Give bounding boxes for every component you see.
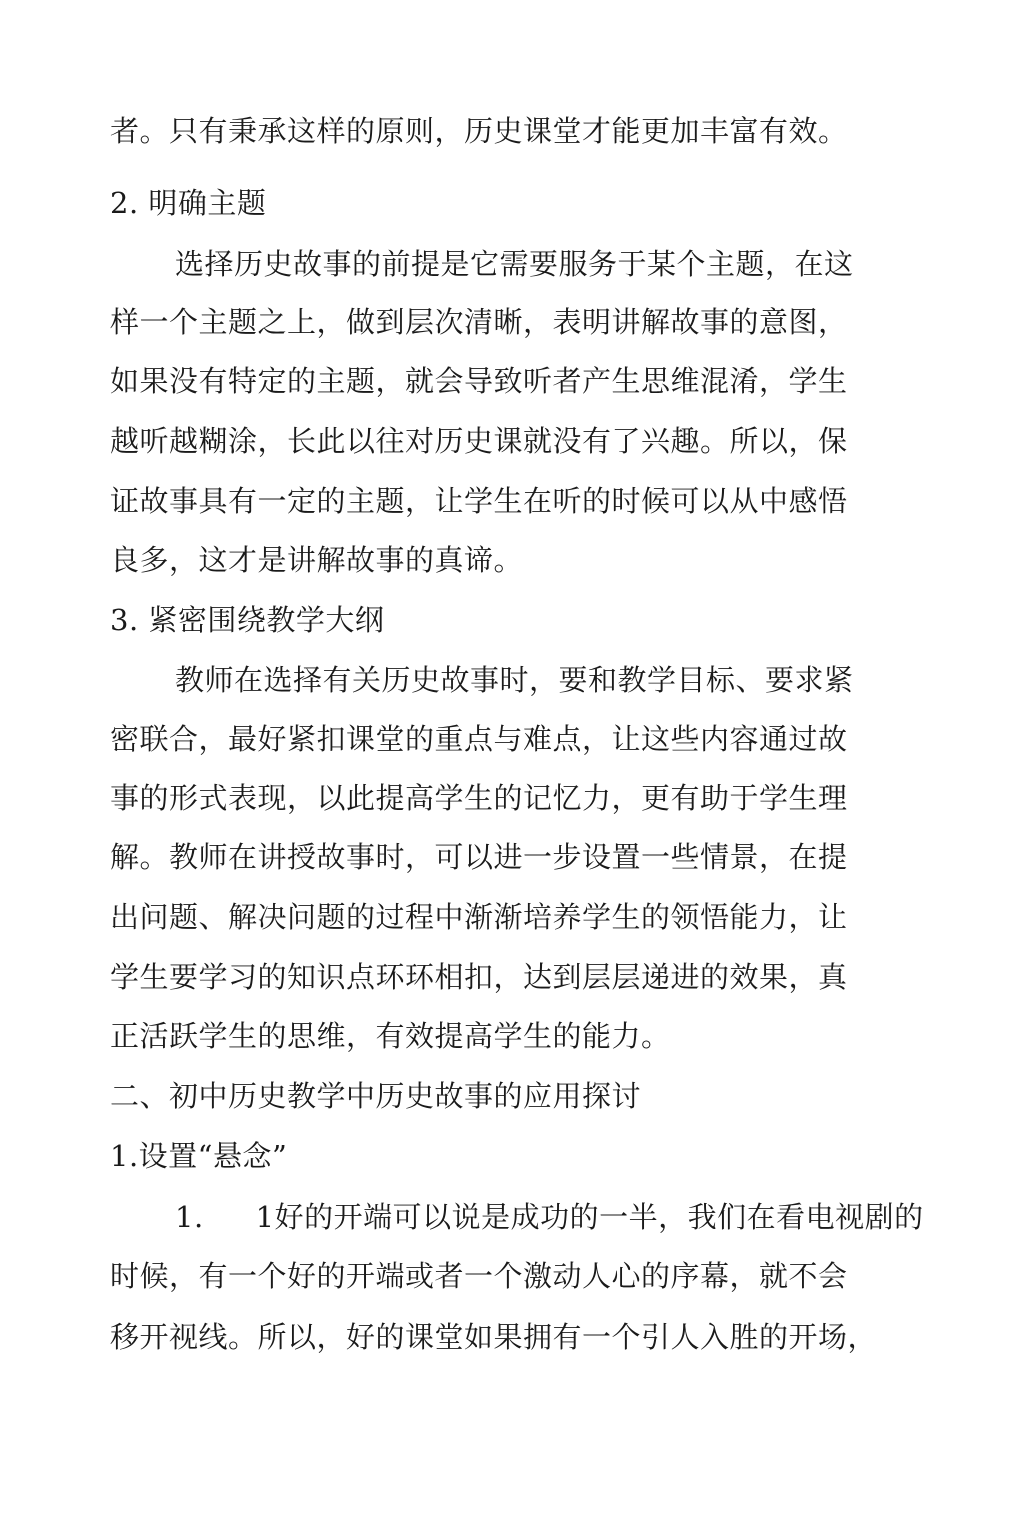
subsection-heading: 1.设置“悬念” [110, 1139, 288, 1173]
paragraph-line: 正活跃学生的思维，有效提高学生的能力。 [110, 1019, 671, 1053]
paragraph-line: 良多，这才是讲解故事的真谛。 [110, 543, 524, 577]
list-marker: 1. [175, 1200, 204, 1234]
paragraph-line: 事的形式表现，以此提高学生的记忆力，更有助于学生理 [110, 781, 848, 815]
paragraph-line: 时候，有一个好的开端或者一个激动人心的序幕，就不会 [110, 1259, 848, 1293]
list-item-text: 1好的开端可以说是成功的一半，我们在看电视剧的 [255, 1200, 924, 1234]
paragraph-line: 学生要学习的知识点环环相扣，达到层层递进的效果，真 [110, 960, 848, 994]
section-heading: 二、初中历史教学中历史故事的应用探讨 [110, 1079, 642, 1113]
paragraph-line: 解。教师在讲授故事时，可以进一步设置一些情景，在提 [110, 840, 848, 874]
paragraph-line: 如果没有特定的主题，就会导致听者产生思维混淆，学生 [110, 364, 848, 398]
paragraph-line: 教师在选择有关历史故事时，要和教学目标、要求紧 [175, 663, 854, 697]
paragraph-line: 移开视线。所以，好的课堂如果拥有一个引人入胜的开场， [110, 1320, 878, 1354]
numbered-paragraph-line [175, 1197, 924, 1237]
section-heading: 2. 明确主题 [110, 186, 267, 220]
paragraph-line: 样一个主题之上，做到层次清晰，表明讲解故事的意图， [110, 305, 848, 339]
paragraph-line: 越听越糊涂，长此以往对历史课就没有了兴趣。所以，保 [110, 424, 848, 458]
paragraph-line: 证故事具有一定的主题，让学生在听的时候可以从中感悟 [110, 484, 848, 518]
paragraph-line: 出问题、解决问题的过程中渐渐培养学生的领悟能力，让 [110, 900, 848, 934]
section-heading: 3. 紧密围绕教学大纲 [110, 603, 385, 637]
paragraph-line: 选择历史故事的前提是它需要服务于某个主题，在这 [175, 247, 854, 281]
paragraph-line: 密联合，最好紧扣课堂的重点与难点，让这些内容通过故 [110, 722, 848, 756]
paragraph-line: 者。只有秉承这样的原则，历史课堂才能更加丰富有效。 [110, 114, 848, 148]
